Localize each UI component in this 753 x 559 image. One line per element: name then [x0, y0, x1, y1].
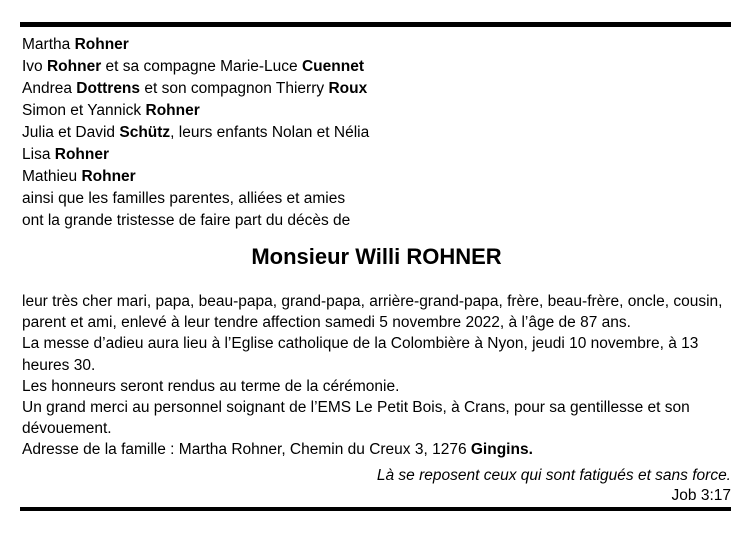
top-rule — [20, 22, 731, 27]
text-segment: Rohner — [81, 168, 136, 185]
text-segment: leur très cher mari, papa, beau-papa, grand-papa, arrière-grand-papa, frère, beau-frère, oncle, cousin, parent et ami, enlevé à leur tendre affection samedi 5 novembre 2022, à l’âge de 87 ans. — [22, 293, 723, 332]
body-paragraph — [22, 397, 731, 439]
text-segment: Rohner — [145, 102, 200, 119]
body-paragraph — [22, 439, 731, 460]
text-segment: Un grand merci au personnel soignant de l’EMS Le Petit Bois, à Crans, pour sa gentillesse et son dévouement. — [22, 399, 690, 438]
text-segment: ainsi que les familles parentes, alliées et amies — [22, 190, 346, 207]
text-segment: , leurs enfants Nolan et Nélia — [170, 124, 370, 141]
text-segment: Les honneurs seront rendus au terme de la cérémonie. — [22, 377, 400, 395]
text-segment: Simon et Yannick — [22, 102, 146, 119]
text-segment: Rohner — [46, 58, 102, 75]
text-segment: Cuennet — [301, 58, 364, 75]
text-segment: Dottrens — [76, 80, 141, 97]
text-segment: ont la grande tristesse de faire part du décès de — [22, 212, 351, 229]
family-line — [22, 78, 731, 100]
text-segment: Rohner — [54, 146, 109, 163]
text-segment: Rohner — [74, 36, 129, 53]
body-paragraph — [22, 376, 731, 397]
scripture-quote: Là se reposent ceux qui sont fatigués et sans force. — [376, 466, 731, 484]
text-segment: Julia et David — [22, 124, 120, 141]
announcement-intro-line — [22, 188, 731, 210]
family-line — [22, 122, 731, 144]
text-segment: La messe d’adieu aura lieu à l’Eglise catholique de la Colombière à Nyon, jeudi 10 novembre, à 13 heures 30. — [22, 335, 699, 374]
text-segment: Andrea — [22, 80, 77, 97]
text-segment: Mathieu — [22, 168, 82, 185]
text-segment: Lisa — [22, 146, 55, 163]
family-line — [22, 34, 731, 56]
text-segment: Martha — [22, 36, 75, 53]
text-segment: et son compagnon Thierry — [140, 80, 329, 97]
family-list — [22, 34, 731, 232]
family-line — [22, 100, 731, 122]
text-segment: Adresse de la famille : Martha Rohner, Chemin du Creux 3, 1276 — [22, 441, 471, 459]
announcement-body — [22, 291, 731, 461]
announcement-intro-line — [22, 210, 731, 232]
body-paragraph — [22, 291, 731, 333]
family-line — [22, 166, 731, 188]
scripture-block — [22, 466, 731, 507]
body-paragraph — [22, 333, 731, 375]
scripture-reference: Job 3:17 — [671, 487, 731, 505]
text-segment: Roux — [328, 80, 368, 97]
text-segment: et sa compagne Marie-Luce — [101, 58, 302, 75]
text-segment: Gingins. — [470, 441, 533, 459]
family-line — [22, 144, 731, 166]
deceased-name-title: Monsieur Willi ROHNER — [251, 244, 502, 269]
bottom-rule — [20, 507, 731, 511]
text-segment: Ivo — [22, 58, 47, 75]
text-segment: Schütz — [119, 124, 171, 141]
family-line — [22, 56, 731, 78]
